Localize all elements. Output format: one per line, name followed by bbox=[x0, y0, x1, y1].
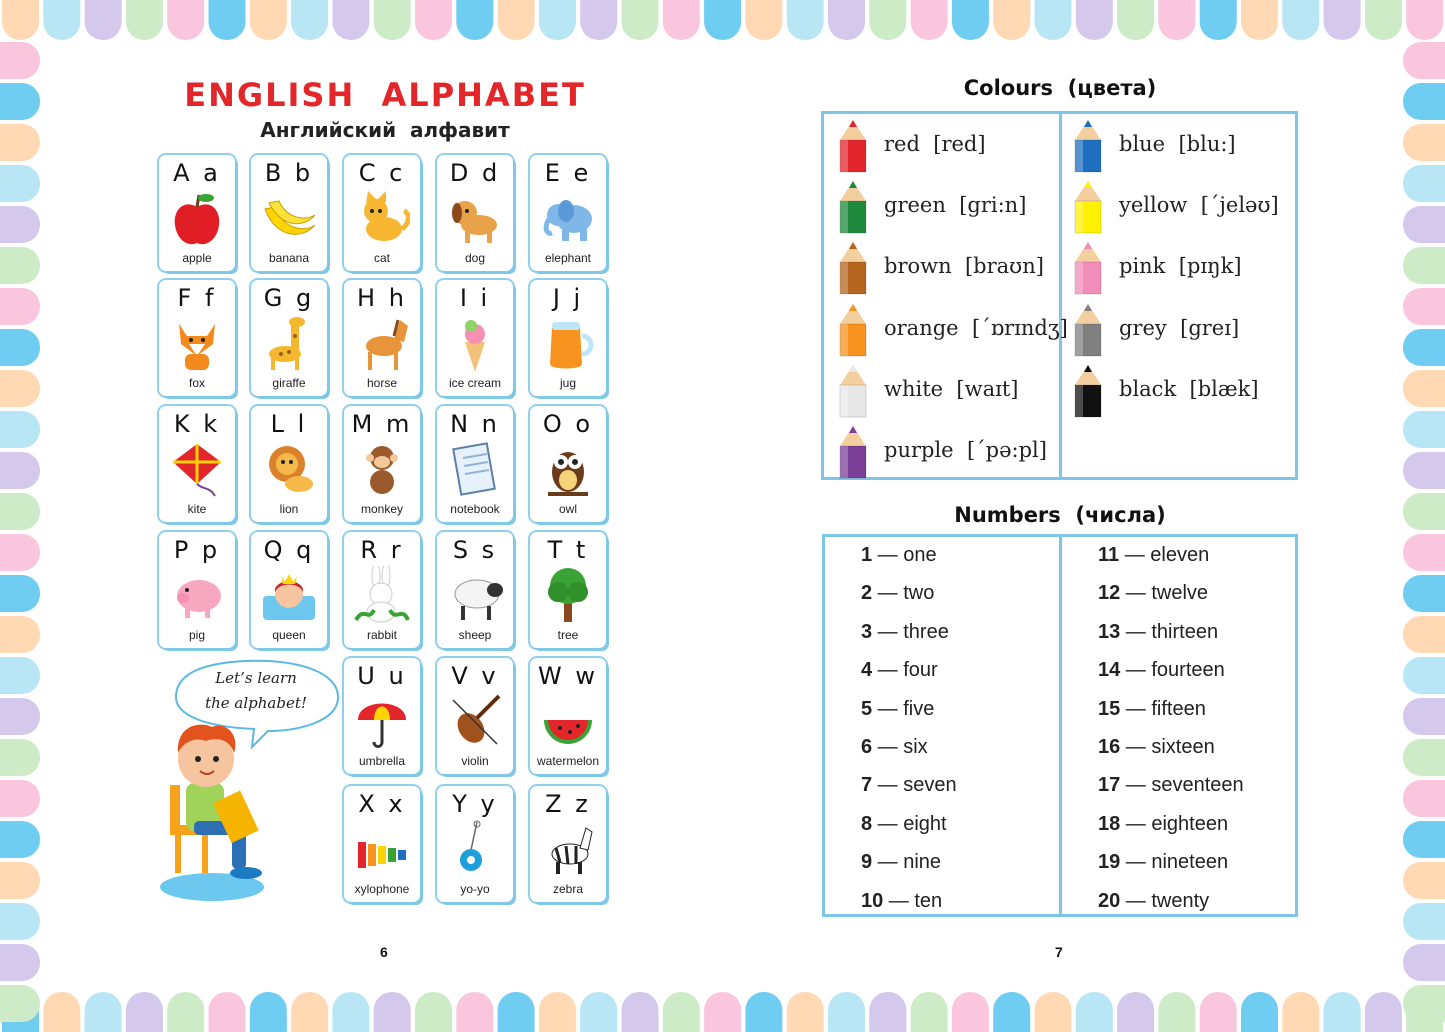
card-word: xylophone bbox=[354, 882, 410, 896]
card-letter: M m bbox=[351, 410, 413, 438]
letter-card-ice-cream bbox=[437, 280, 513, 396]
zebra-icon bbox=[540, 820, 596, 878]
bubble-line-1: Let’s learn bbox=[215, 669, 297, 687]
colour-item bbox=[1071, 118, 1301, 174]
speech-bubble bbox=[186, 666, 326, 716]
number-digit: 1 bbox=[861, 544, 873, 566]
number-item bbox=[1098, 774, 1244, 797]
card-letter: G g bbox=[263, 284, 315, 312]
number-word: — eighteen bbox=[1120, 812, 1229, 835]
page-title: ENGLISH ALPHABET bbox=[184, 76, 586, 114]
card-word: sheep bbox=[458, 628, 492, 642]
colour-label: blue [blu:] bbox=[1119, 132, 1236, 156]
card-word: notebook bbox=[450, 502, 500, 516]
owl-icon bbox=[540, 440, 596, 498]
card-letter: C c bbox=[358, 159, 406, 187]
letter-card-dog bbox=[437, 155, 513, 271]
number-digit: 4 bbox=[861, 659, 873, 682]
card-letter: E e bbox=[544, 159, 592, 187]
number-word: — five bbox=[872, 697, 935, 720]
card-word: lion bbox=[279, 502, 299, 516]
number-word: — three bbox=[872, 620, 949, 643]
card-word: zebra bbox=[552, 882, 584, 896]
number-digit: 2 bbox=[861, 582, 873, 605]
fox-icon bbox=[169, 314, 225, 372]
pencil-icon bbox=[836, 118, 870, 174]
number-word: — ten bbox=[883, 889, 943, 912]
number-digit: 6 bbox=[861, 736, 873, 758]
number-word: — thirteen bbox=[1120, 620, 1219, 643]
card-letter: J j bbox=[552, 284, 584, 312]
monkey-icon bbox=[354, 440, 410, 498]
letter-card-sheep bbox=[437, 532, 513, 648]
number-item bbox=[1098, 544, 1209, 567]
bubble-line-2: the alphabet! bbox=[205, 694, 307, 712]
card-letter: S s bbox=[452, 536, 498, 564]
number-word: — eleven bbox=[1119, 544, 1210, 566]
number-digit: 3 bbox=[861, 620, 873, 643]
dog-icon bbox=[447, 189, 503, 247]
number-word: — nineteen bbox=[1120, 851, 1229, 874]
number-word: — four bbox=[872, 659, 938, 682]
pencil-icon bbox=[1071, 179, 1105, 235]
card-letter: F f bbox=[177, 284, 217, 312]
card-letter: Q q bbox=[263, 536, 315, 564]
number-word: — fourteen bbox=[1120, 659, 1225, 682]
card-letter: Z z bbox=[545, 790, 591, 818]
letter-card-owl bbox=[530, 406, 606, 522]
card-letter: U u bbox=[357, 662, 407, 690]
card-word: monkey bbox=[360, 502, 404, 516]
pencil-icon bbox=[836, 363, 870, 419]
colour-item bbox=[836, 302, 1066, 358]
pencil-icon bbox=[836, 179, 870, 235]
card-letter: A a bbox=[173, 159, 221, 187]
numbers-title: Numbers (числа) bbox=[954, 503, 1166, 527]
umbrella-icon bbox=[354, 692, 410, 750]
jug-icon bbox=[540, 314, 596, 372]
number-item bbox=[1098, 659, 1225, 682]
letter-card-watermelon bbox=[530, 658, 606, 774]
letter-card-horse bbox=[344, 280, 420, 396]
banana-icon bbox=[261, 189, 317, 247]
colour-item bbox=[836, 424, 1066, 480]
card-letter: N n bbox=[450, 410, 500, 438]
number-item bbox=[861, 813, 947, 836]
left-page bbox=[0, 0, 722, 1032]
number-digit: 17 bbox=[1098, 774, 1121, 797]
letter-card-violin bbox=[437, 658, 513, 774]
number-word: — one bbox=[872, 544, 937, 566]
horse-icon bbox=[354, 314, 410, 372]
number-item bbox=[1098, 698, 1206, 721]
card-word: apple bbox=[182, 251, 212, 265]
card-letter: D d bbox=[449, 159, 501, 187]
number-item bbox=[1098, 813, 1228, 836]
lion-icon bbox=[261, 440, 317, 498]
card-word: queen bbox=[272, 628, 306, 642]
letter-card-cat bbox=[344, 155, 420, 271]
letter-card-fox bbox=[159, 280, 235, 396]
number-item bbox=[1098, 621, 1218, 644]
card-letter: W w bbox=[538, 662, 598, 690]
kite-icon bbox=[169, 440, 225, 498]
card-word: watermelon bbox=[536, 754, 600, 768]
yo-yo-icon bbox=[447, 820, 503, 878]
number-digit: 10 bbox=[861, 889, 884, 912]
queen-icon bbox=[261, 566, 317, 624]
colour-item bbox=[836, 240, 1066, 296]
number-item bbox=[861, 736, 928, 759]
number-item bbox=[1098, 890, 1209, 913]
number-digit: 5 bbox=[861, 697, 873, 720]
giraffe-icon bbox=[261, 314, 317, 372]
number-word: — seventeen bbox=[1120, 774, 1244, 797]
card-letter: T t bbox=[547, 536, 589, 564]
colour-label: red [red] bbox=[884, 132, 986, 156]
card-letter: V v bbox=[451, 662, 499, 690]
colour-item bbox=[1071, 363, 1301, 419]
colour-item bbox=[836, 179, 1066, 235]
numbers-box bbox=[822, 534, 1298, 917]
card-letter: O o bbox=[542, 410, 594, 438]
card-letter: L l bbox=[270, 410, 308, 438]
number-digit: 12 bbox=[1098, 582, 1121, 605]
number-item bbox=[861, 890, 942, 913]
number-digit: 7 bbox=[861, 774, 873, 797]
card-word: banana bbox=[268, 251, 310, 265]
number-digit: 18 bbox=[1098, 812, 1121, 835]
number-digit: 8 bbox=[861, 812, 873, 835]
letter-card-yo-yo bbox=[437, 786, 513, 902]
ice-cream-icon bbox=[447, 314, 503, 372]
card-word: yo-yo bbox=[460, 882, 490, 896]
card-word: giraffe bbox=[272, 376, 306, 390]
colours-box bbox=[821, 111, 1298, 480]
colour-label: orange [΄ɒrɪndʒ] bbox=[884, 315, 1068, 340]
letter-card-queen bbox=[251, 532, 327, 648]
number-item bbox=[861, 698, 934, 721]
number-item bbox=[861, 621, 949, 644]
number-word: — two bbox=[872, 582, 935, 605]
number-word: — nine bbox=[872, 851, 942, 874]
card-letter: Y y bbox=[452, 790, 498, 818]
sheep-icon bbox=[447, 566, 503, 624]
letter-card-elephant bbox=[530, 155, 606, 271]
colour-item bbox=[1071, 302, 1301, 358]
colour-label: grey [greɪ] bbox=[1119, 315, 1240, 340]
pencil-icon bbox=[1071, 240, 1105, 296]
letter-card-apple bbox=[159, 155, 235, 271]
pencil-icon bbox=[1071, 118, 1105, 174]
colour-item bbox=[1071, 240, 1301, 296]
number-digit: 15 bbox=[1098, 697, 1121, 720]
number-item bbox=[861, 582, 934, 605]
number-digit: 13 bbox=[1098, 620, 1121, 643]
number-digit: 16 bbox=[1098, 736, 1121, 758]
page-number-left: 6 bbox=[380, 944, 388, 960]
card-word: elephant bbox=[544, 251, 592, 265]
card-letter: I i bbox=[459, 284, 491, 312]
card-word: violin bbox=[461, 754, 489, 768]
card-letter: B b bbox=[264, 159, 314, 187]
colour-item bbox=[836, 118, 1066, 174]
number-word: — twelve bbox=[1120, 582, 1209, 605]
card-letter: P p bbox=[173, 536, 221, 564]
card-word: rabbit bbox=[366, 628, 398, 642]
tree-icon bbox=[540, 566, 596, 624]
elephant-icon bbox=[540, 189, 596, 247]
colour-label: green [gri:n] bbox=[884, 193, 1027, 218]
card-word: cat bbox=[373, 251, 390, 265]
letter-card-pig bbox=[159, 532, 235, 648]
letter-card-zebra bbox=[530, 786, 606, 902]
pencil-icon bbox=[836, 424, 870, 480]
page-number-right: 7 bbox=[1055, 944, 1063, 960]
colour-label: black [blæk] bbox=[1119, 376, 1259, 401]
pencil-icon bbox=[1071, 302, 1105, 358]
pencil-icon bbox=[836, 240, 870, 296]
card-word: fox bbox=[188, 376, 205, 390]
letter-card-xylophone bbox=[344, 786, 420, 902]
pencil-icon bbox=[836, 302, 870, 358]
violin-icon bbox=[447, 692, 503, 750]
number-item bbox=[1098, 582, 1208, 605]
letter-card-rabbit bbox=[344, 532, 420, 648]
card-word: ice cream bbox=[448, 376, 501, 390]
number-word: — sixteen bbox=[1120, 736, 1215, 758]
number-digit: 20 bbox=[1098, 889, 1121, 912]
letter-card-giraffe bbox=[251, 280, 327, 396]
number-word: — fifteen bbox=[1120, 697, 1206, 720]
xylophone-icon bbox=[354, 820, 410, 878]
number-digit: 9 bbox=[861, 851, 873, 874]
letter-card-banana bbox=[251, 155, 327, 271]
card-letter: R r bbox=[360, 536, 404, 564]
card-word: tree bbox=[557, 628, 579, 642]
number-digit: 11 bbox=[1098, 544, 1120, 566]
pencil-icon bbox=[1071, 363, 1105, 419]
colour-label: pink [pɪŋk] bbox=[1119, 254, 1242, 279]
card-letter: X x bbox=[358, 790, 406, 818]
letter-card-notebook bbox=[437, 406, 513, 522]
colour-label: purple [΄pə:pl] bbox=[884, 438, 1047, 462]
notebook-icon bbox=[447, 440, 503, 498]
number-digit: 14 bbox=[1098, 659, 1121, 682]
rabbit-icon bbox=[354, 566, 410, 624]
card-word: owl bbox=[558, 502, 577, 516]
colours-title: Colours (цвета) bbox=[963, 76, 1157, 100]
number-item bbox=[861, 851, 941, 874]
letter-card-jug bbox=[530, 280, 606, 396]
card-letter: K k bbox=[173, 410, 221, 438]
cat-icon bbox=[354, 189, 410, 247]
card-word: dog bbox=[464, 251, 486, 265]
colour-label: white [waɪt] bbox=[884, 376, 1019, 401]
card-word: pig bbox=[188, 628, 205, 642]
apple-icon bbox=[169, 189, 225, 247]
colour-item bbox=[836, 363, 1066, 419]
page-subtitle: Английский алфавит bbox=[260, 118, 510, 142]
number-item bbox=[861, 774, 957, 797]
card-letter: H h bbox=[357, 284, 407, 312]
number-item bbox=[861, 544, 937, 567]
colour-item bbox=[1071, 179, 1301, 235]
number-item bbox=[1098, 851, 1228, 874]
watermelon-icon bbox=[540, 692, 596, 750]
pig-icon bbox=[169, 566, 225, 624]
card-word: umbrella bbox=[358, 754, 406, 768]
card-word: horse bbox=[366, 376, 398, 390]
number-word: — twenty bbox=[1120, 889, 1210, 912]
number-word: — eight bbox=[872, 812, 947, 835]
letter-card-lion bbox=[251, 406, 327, 522]
number-digit: 19 bbox=[1098, 851, 1121, 874]
right-page bbox=[722, 0, 1445, 1032]
letter-card-tree bbox=[530, 532, 606, 648]
number-item bbox=[861, 659, 938, 682]
letter-card-kite bbox=[159, 406, 235, 522]
colour-label: yellow [΄jeləʊ] bbox=[1119, 193, 1279, 218]
number-word: — six bbox=[872, 736, 928, 758]
card-word: jug bbox=[559, 376, 576, 390]
number-item bbox=[1098, 736, 1215, 759]
card-word: kite bbox=[187, 502, 207, 516]
letter-card-monkey bbox=[344, 406, 420, 522]
colour-label: brown [braʊn] bbox=[884, 254, 1044, 279]
number-word: — seven bbox=[872, 774, 957, 797]
letter-card-umbrella bbox=[344, 658, 420, 774]
